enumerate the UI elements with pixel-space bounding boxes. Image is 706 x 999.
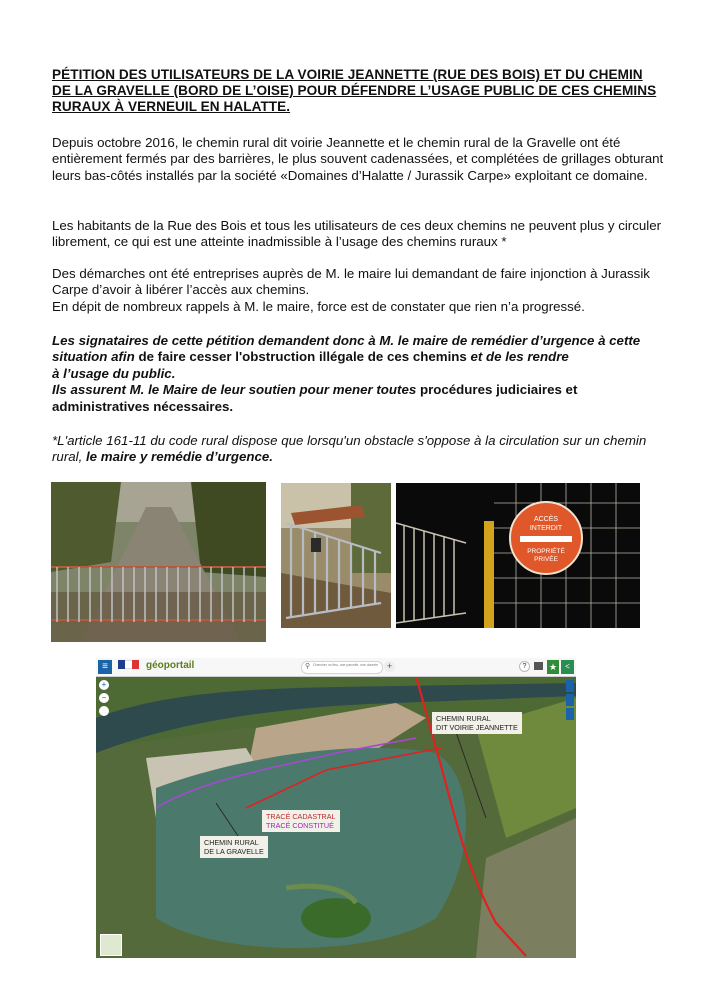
paragraph-closure: Depuis octobre 2016, le chemin rural dit voirie Jeannette et le chemin rural de la Gravelle ont été entièrement fermés par des barrières, le plus souvent cadenassées, et complétées de grillages obturant leurs bas-côtés installés par la société «Domaines d’Halatte / Jurassik Carpe» exploitant ce domaine. <box>52 135 664 183</box>
sign-text-3: PROPRIÉTÉ <box>527 548 565 555</box>
geoportail-toolbar <box>96 658 576 677</box>
photo-locked-gate <box>281 483 391 628</box>
sign-text-1: ACCÈS <box>533 516 559 523</box>
map-minimap[interactable] <box>100 934 122 956</box>
map-left-controls <box>99 680 109 716</box>
label-gravelle-line2: DE LA GRAVELLE <box>204 847 264 856</box>
geoportail-logo: géoportail <box>146 660 195 671</box>
label-jeannette-line1: CHEMIN RURAL <box>436 714 491 723</box>
label-chemin-gravelle <box>200 836 268 858</box>
add-layer-button[interactable]: + <box>384 661 395 672</box>
demand-text-5: Ils assurent M. le Maire de leur soutien pour mener toutes <box>52 382 417 398</box>
paragraph-demand <box>52 333 672 415</box>
sign-text-4: PRIVÉE <box>534 556 558 563</box>
photo-closed-path-gate-drawing <box>51 482 266 642</box>
settings-icon[interactable] <box>566 708 574 720</box>
zoom-in-button[interactable]: + <box>99 680 109 690</box>
menu-button[interactable]: ≡ <box>98 660 112 674</box>
geoportail-map <box>96 658 576 958</box>
paragraph-residents: Les habitants de la Rue des Bois et tous les utilisateurs de ces deux chemins ne peuvent plus y circuler librement, ce qui est une atteinte inadmissible à l’usage des chemins ruraux * <box>52 218 662 250</box>
paragraph-steps-line2: En dépit de nombreux rappels à M. le maire, force est de constater que rien n’a progressé. <box>52 298 585 314</box>
footnote-text-1: *L'article 161-11 du code rural dispose que lorsqu'un obstacle s'oppose à la circulation sur un chemin rural, <box>52 433 647 465</box>
photo-private-sign-drawing <box>396 483 640 628</box>
search-box[interactable] <box>301 661 383 674</box>
label-traces-legend <box>262 810 340 832</box>
search-placeholder: Chercher un lieu, une parcelle, une donnée <box>313 663 379 667</box>
locate-icon[interactable] <box>99 706 109 716</box>
demand-text-4: à l’usage du public. <box>52 365 176 381</box>
photo-closed-path-gate <box>51 482 266 642</box>
help-icon[interactable]: ? <box>519 661 530 672</box>
share-icon[interactable]: < <box>561 660 574 674</box>
legend-trace-cadastral: TRACÉ CADASTRAL <box>266 812 336 821</box>
footnote-text-2: le maire y remédie d’urgence. <box>82 449 273 465</box>
paragraph-steps <box>52 266 672 315</box>
legend-trace-constitue: TRACÉ CONSTITUÉ <box>266 821 334 830</box>
paragraph-footnote <box>52 433 672 466</box>
print-icon[interactable] <box>534 662 543 670</box>
aerial-map-drawing <box>96 658 576 958</box>
demand-text-3: et de les rendre <box>466 349 569 365</box>
demand-text-2: de faire cesser l'obstruction illégale de ces chemins <box>134 349 467 365</box>
tools-icon[interactable] <box>566 694 574 706</box>
label-gravelle-line1: CHEMIN RURAL <box>204 838 259 847</box>
map-right-controls <box>566 680 574 720</box>
paragraph-steps-line1: Des démarches ont été entreprises auprès de M. le maire lui demandant de faire injonction à Jurassik Carpe d’avoir à libérer l’accès aux chemins. <box>52 266 650 298</box>
layers-icon[interactable] <box>566 680 574 692</box>
label-jeannette-line2: DIT VOIRIE JEANNETTE <box>436 723 518 732</box>
sign-text-2: INTERDIT <box>529 525 563 532</box>
petition-title: PÉTITION DES UTILISATEURS DE LA VOIRIE JEANNETTE (RUE DES BOIS) ET DU CHEMIN DE LA GRAVELLE (BORD DE L’OISE) POUR DÉFENDRE L’USAGE PUBLIC DE CES CHEMINS RURAUX À VERNEUIL EN HALATTE. <box>52 67 657 114</box>
photo-private-sign <box>396 483 640 628</box>
photo-locked-gate-drawing <box>281 483 391 628</box>
demand-text-1: Les signataires de cette pétition demandent donc à M. le maire de remédier d’urgence à cette situation afin <box>52 333 641 365</box>
search-icon: ⚲ <box>305 663 311 670</box>
zoom-out-button[interactable]: − <box>99 693 109 703</box>
favorite-star-icon[interactable]: ★ <box>548 662 558 672</box>
demand-text-6: procédures judiciaires et administratives nécessaires. <box>52 382 578 414</box>
label-chemin-jeannette <box>432 712 522 734</box>
republique-francaise-logo <box>118 660 140 674</box>
